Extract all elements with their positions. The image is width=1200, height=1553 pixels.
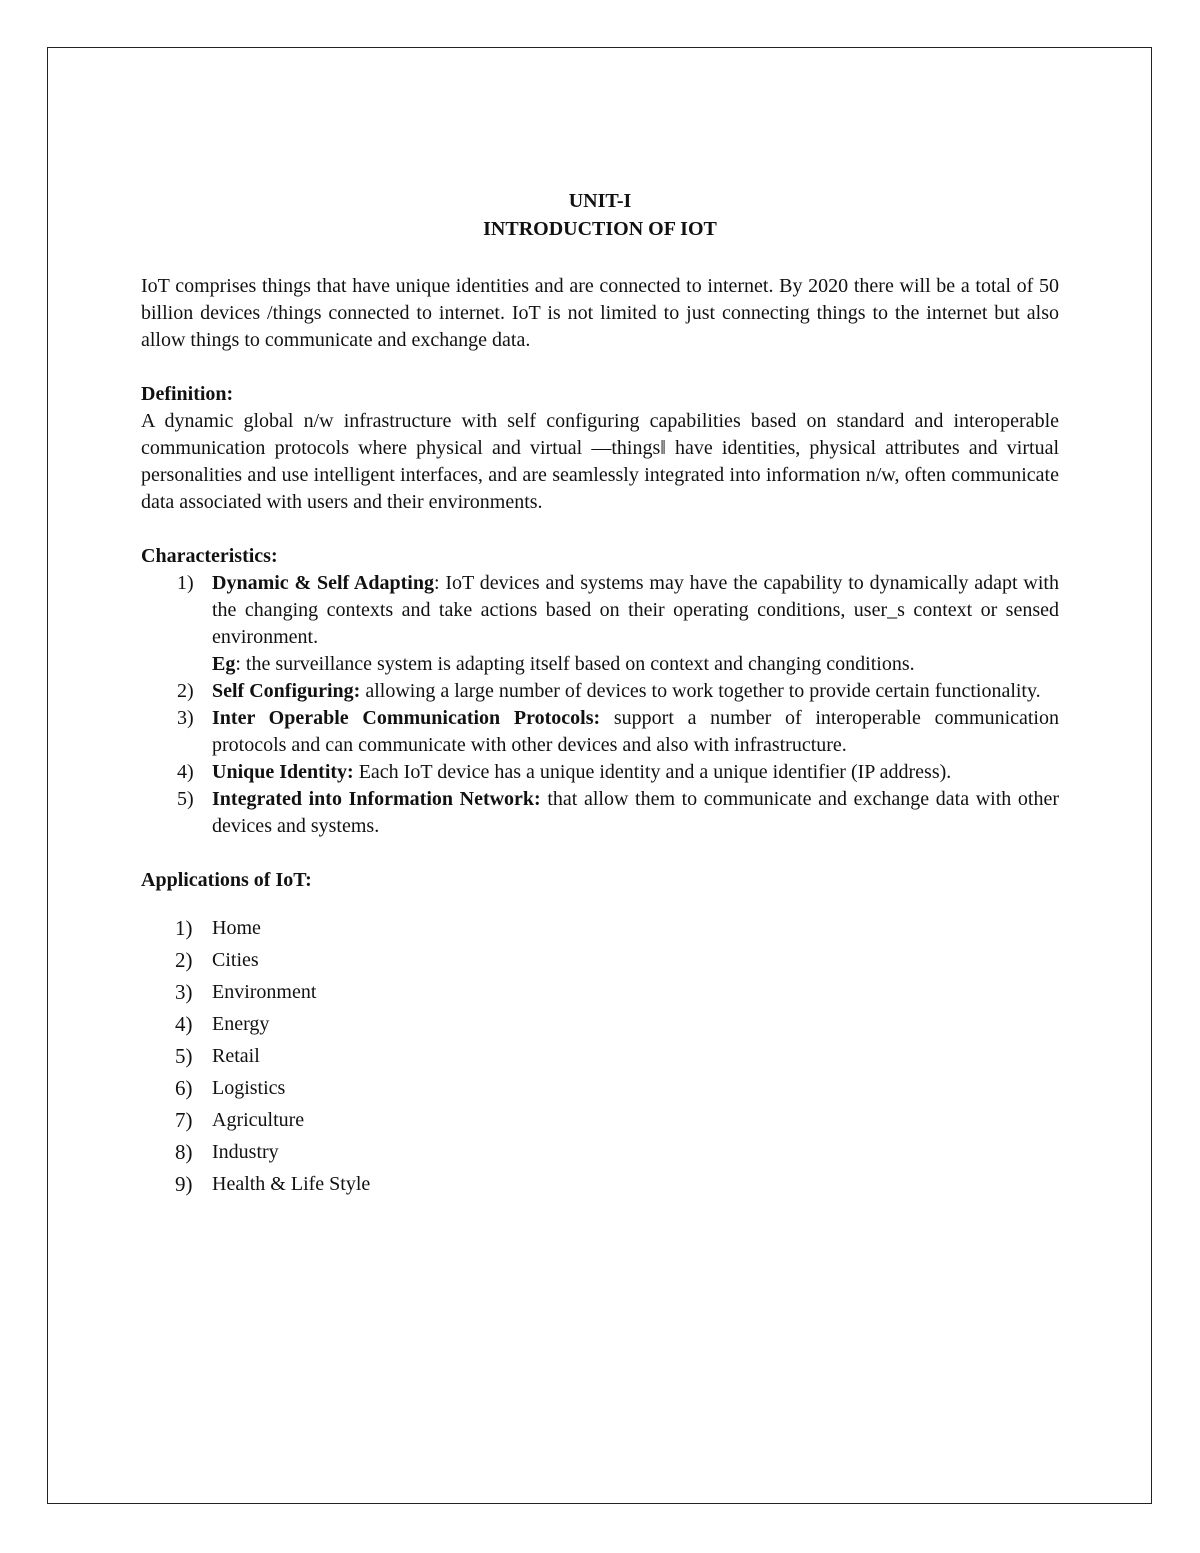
characteristic-text: Each IoT device has a unique identity and a unique identifier (IP address). [353, 761, 952, 783]
list-item [141, 976, 1059, 1008]
characteristic-text: support a number of interoperable communication protocols and can communicate with other devices and also with infrastructure. [212, 707, 1059, 756]
application-label: Health & Life Style [212, 1173, 371, 1195]
characteristics-heading: Characteristics: [141, 545, 278, 567]
list-number: 4) [177, 761, 194, 783]
list-number: 5) [177, 788, 194, 810]
intro-paragraph: IoT comprises things that have unique identities and are connected to internet. By 2020 there will be a total of 50 billion devices /things connected to internet. IoT is not limited to just connecting things to the internet but also allow things to communicate and exchange data. [141, 275, 1059, 351]
characteristic-example [212, 651, 1059, 678]
application-label: Logistics [212, 1077, 286, 1099]
list-number: 7) [175, 1108, 193, 1132]
application-label: Cities [212, 949, 259, 971]
list-item [141, 1168, 1059, 1200]
list-number: 1) [177, 572, 194, 594]
list-number: 8) [175, 1140, 193, 1164]
list-item [141, 570, 1059, 678]
application-label: Environment [212, 981, 317, 1003]
list-item [141, 1040, 1059, 1072]
definition-section [141, 381, 1059, 516]
example-text: : the surveillance system is adapting itself based on context and changing conditions. [235, 653, 915, 675]
application-label: Energy [212, 1013, 270, 1035]
list-number: 3) [177, 707, 194, 729]
applications-list [141, 912, 1059, 1200]
application-label: Agriculture [212, 1109, 305, 1131]
list-number: 9) [175, 1172, 193, 1196]
application-label: Home [212, 917, 261, 939]
characteristic-term: Unique Identity: [212, 761, 354, 783]
definition-text: A dynamic global n/w infrastructure with self configuring capabilities based on standard and interoperable communication protocols where physical and virtual ―things‖ have identities, physical attributes and virtual personalities and use intelligent interfaces, and are seamlessly integrated into information n/w, often communicate data associated with users and their environments. [141, 410, 1059, 513]
list-number: 1) [175, 916, 193, 940]
example-label: Eg [212, 653, 236, 675]
list-item [141, 1008, 1059, 1040]
characteristic-term: Dynamic & Self Adapting [212, 572, 434, 594]
characteristic-text: allowing a large number of devices to work together to provide certain functionality. [360, 680, 1041, 702]
list-item [141, 786, 1059, 840]
document-content [141, 187, 1059, 1200]
characteristics-list [141, 570, 1059, 840]
list-item [141, 1136, 1059, 1168]
list-item [141, 759, 1059, 786]
characteristics-section [141, 543, 1059, 840]
list-item [141, 705, 1059, 759]
characteristic-term: Self Configuring: [212, 680, 361, 702]
list-item [141, 1072, 1059, 1104]
list-number: 4) [175, 1012, 193, 1036]
page-title: INTRODUCTION OF IOT [483, 218, 717, 240]
application-label: Industry [212, 1141, 279, 1163]
title-block [141, 187, 1059, 243]
applications-section [141, 867, 1059, 1200]
characteristic-term: Integrated into Information Network: [212, 788, 541, 810]
characteristic-text: : IoT devices and systems may have the capability to dynamically adapt with the changing contexts and take actions based on their operating conditions, user_s context or sensed environment. [212, 572, 1059, 648]
list-item [141, 944, 1059, 976]
definition-heading: Definition: [141, 383, 234, 405]
applications-heading: Applications of IoT: [141, 869, 312, 891]
application-label: Retail [212, 1045, 260, 1067]
unit-title: UNIT-I [568, 190, 632, 212]
list-number: 2) [175, 948, 193, 972]
list-number: 3) [175, 980, 193, 1004]
characteristic-term: Inter Operable Communication Protocols: [212, 707, 601, 729]
list-number: 2) [177, 680, 194, 702]
characteristic-text: that allow them to communicate and exchange data with other devices and systems. [212, 788, 1059, 837]
list-number: 5) [175, 1044, 193, 1068]
list-item [141, 1104, 1059, 1136]
list-item [141, 678, 1059, 705]
list-number: 6) [175, 1076, 193, 1100]
list-item [141, 912, 1059, 944]
